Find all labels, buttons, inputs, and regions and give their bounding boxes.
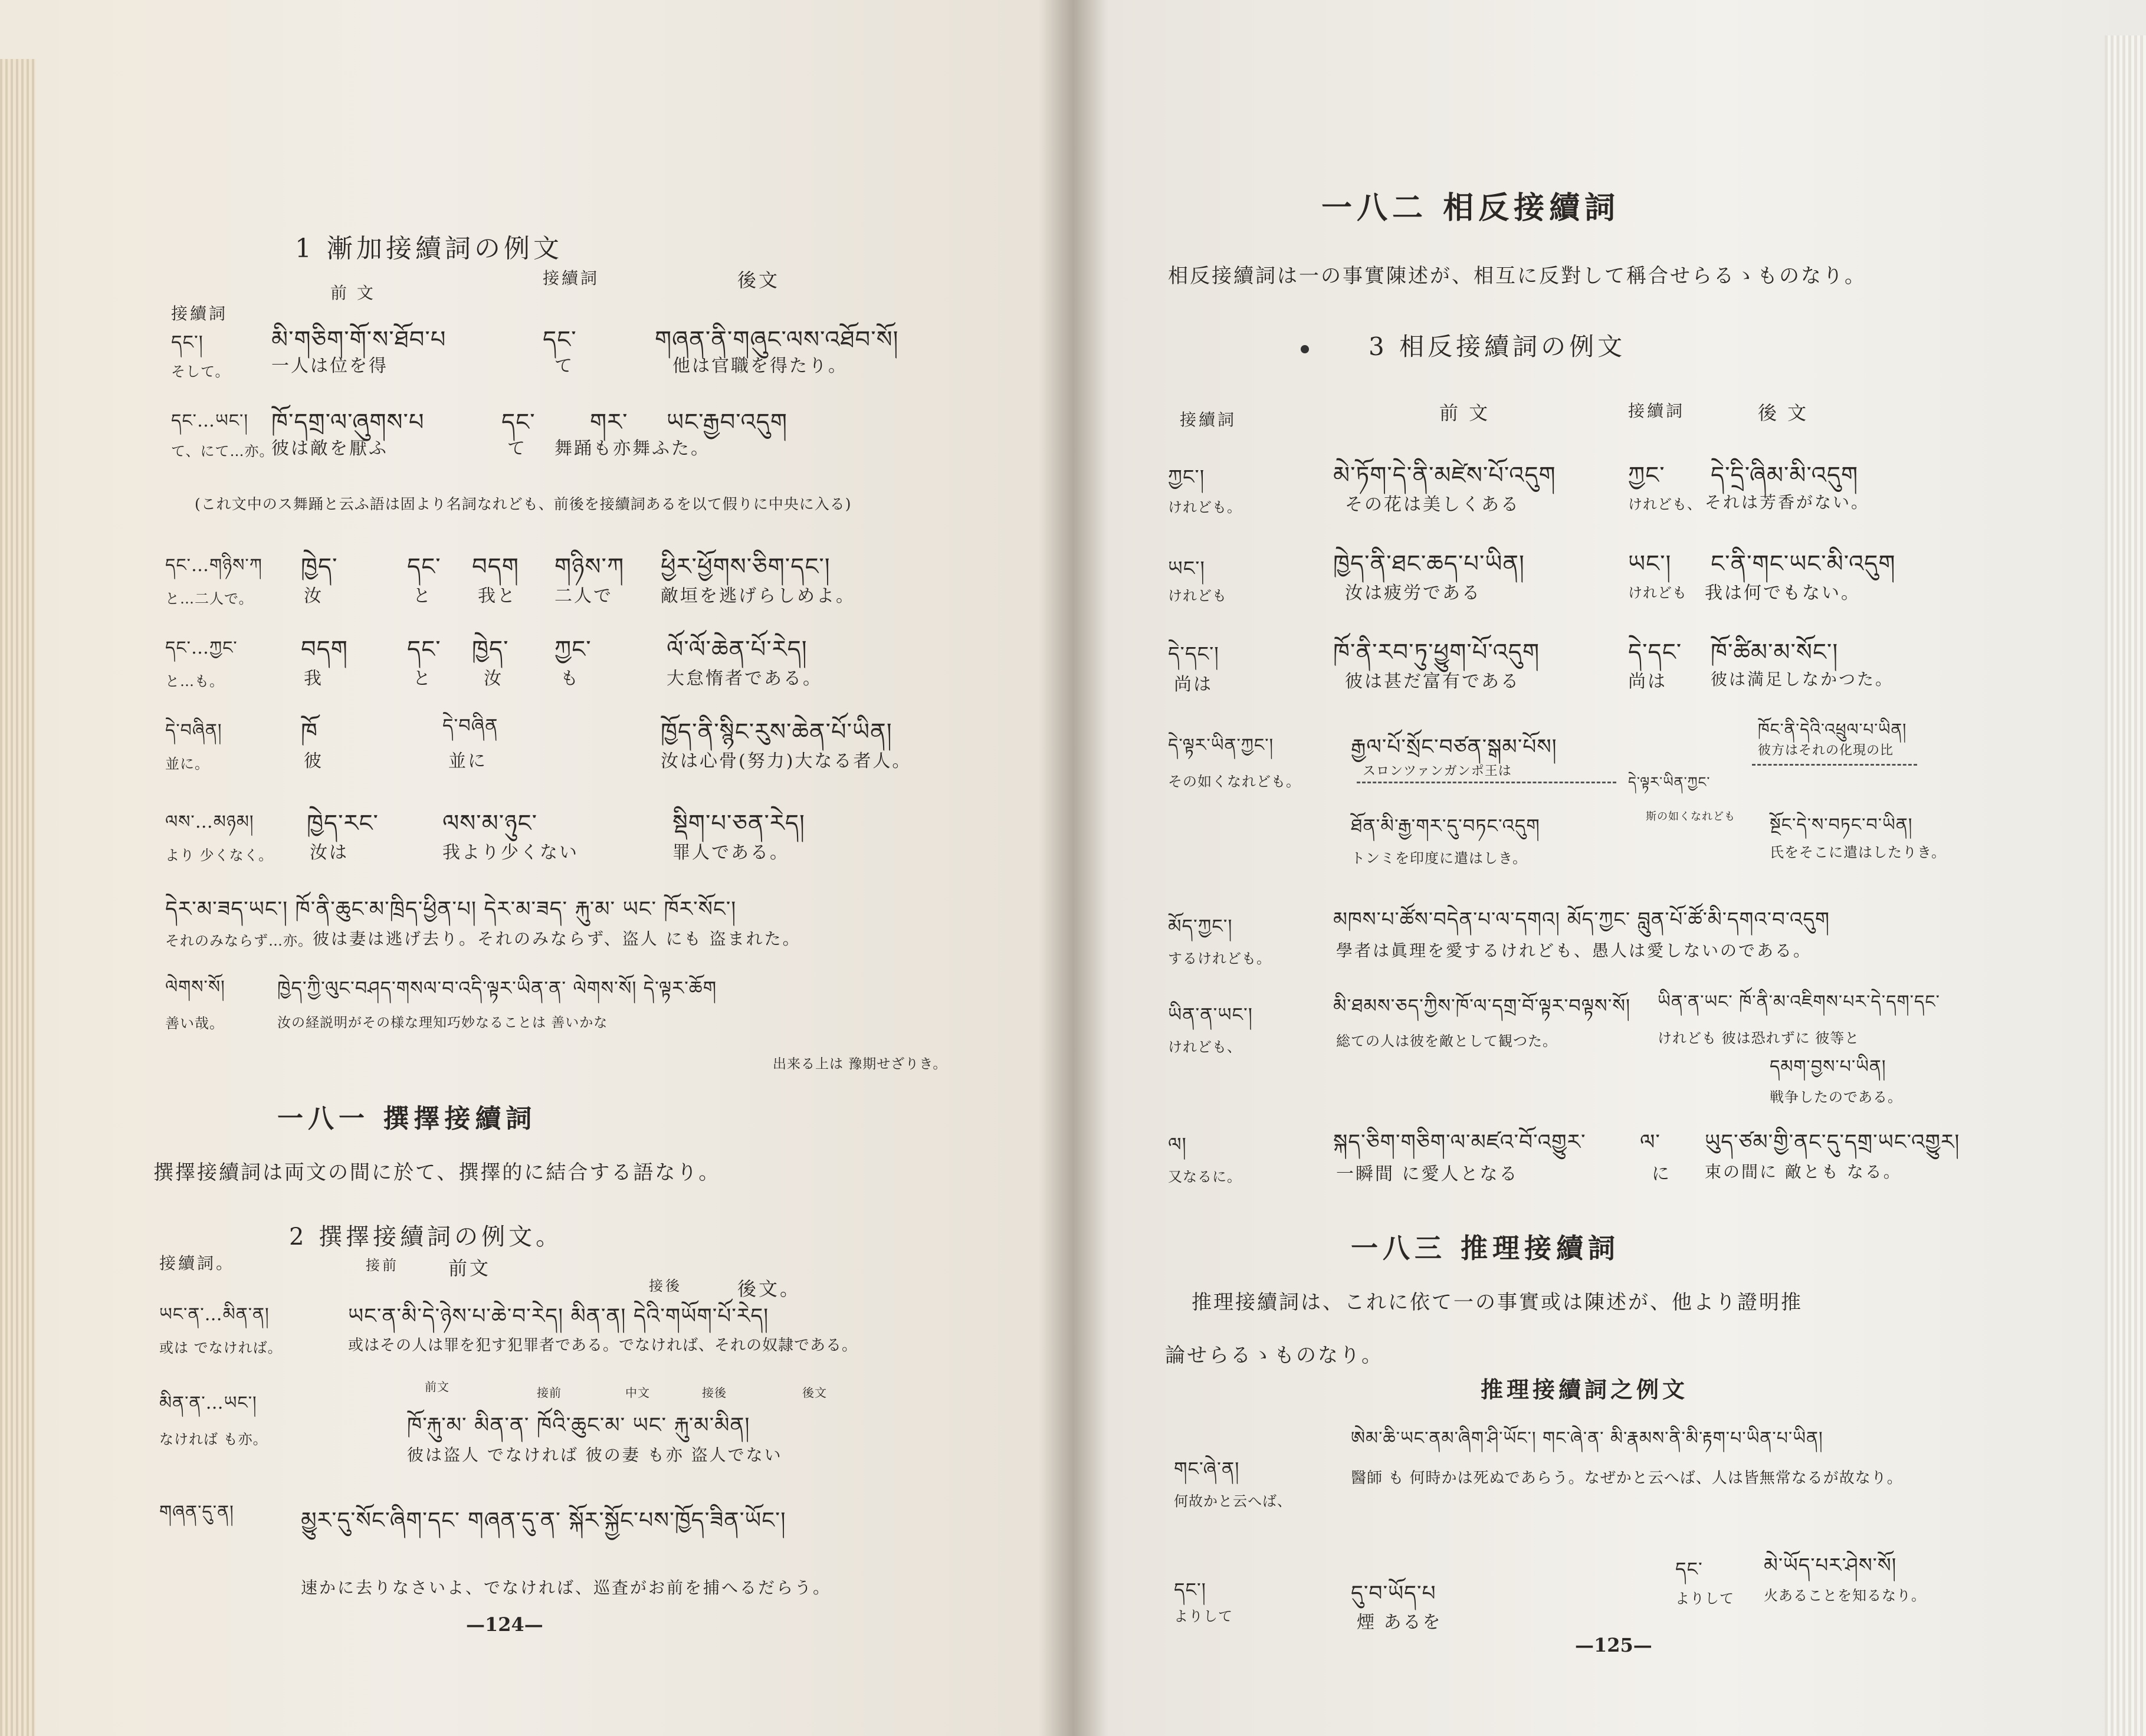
row3-jp-conj: と…二人で。 — [165, 590, 254, 607]
dashed-guide-left — [1357, 782, 1616, 783]
ex2-row2-s4: 接後 — [702, 1386, 727, 1400]
ex3-row7-jp-conj: 又なるに。 — [1168, 1169, 1242, 1185]
ex3-row2-jp-mid: けれども — [1628, 585, 1687, 601]
ex3-row4-tib-c: དེ་ལྟར་ཡིན་ཀྱང་ — [1628, 774, 1711, 790]
ex3-row7-jp: 一瞬間 に愛人となる — [1336, 1164, 1519, 1184]
row7-jp-conj: それのみならず…亦。 — [165, 933, 313, 949]
dashed-guide-right — [1752, 764, 1917, 766]
row4-t4: ཀྱང་ — [554, 636, 592, 663]
ex4-row1-jp: 醫師 も 何時かは死ぬであらう。なぜかと云へば、人は皆無常なるが故なり。 — [1351, 1469, 1903, 1487]
ex3-header-conj: 接續詞 — [1180, 410, 1237, 429]
ex3-row2-jp-pre: 汝は疲労である — [1345, 583, 1481, 603]
ex3-row3-jp-mid: 尚は — [1628, 671, 1667, 692]
row6-tib-post: སྡིག་པ་ཅན་རེད། — [672, 810, 805, 837]
ex2-row1-tib-conj: ཡང་ན་…མིན་ན། — [159, 1304, 270, 1325]
right-page-125 — [1109, 0, 2105, 1736]
row4-j4: も — [560, 668, 580, 689]
example-1-title: 1 漸加接續詞の例文 — [295, 234, 563, 264]
right-page-edges — [2105, 35, 2146, 1736]
ex3-row7-tib-conj: ལ། — [1168, 1133, 1187, 1156]
row1-jp-post: 他は官職を得たり。 — [672, 356, 848, 376]
ex3-row1-jp-post: それは芳香がない。 — [1705, 493, 1870, 512]
col-header-post: 後文 — [737, 269, 780, 291]
row5-jp-conj: 並に。 — [165, 756, 209, 772]
row2-jp-post: 舞踊も亦舞ふた。 — [554, 438, 710, 459]
row6-j3: 我より少くない — [442, 842, 579, 863]
ex3-row6-jp2: けれども 彼は恐れずに 彼等と — [1658, 1030, 1860, 1046]
row4-t1: བདག — [301, 636, 348, 663]
ex3-row7-jp-post: 束の間に 敵とも なる。 — [1705, 1162, 1902, 1182]
row7-tib: དེར་མ་ཟད་ཡང་། ཁོ་ནི་ཆུང་མ་ཁྲིད་ཕྱིན་པ། དེར་མ་ཟད་ རྐུ་མ་ ཡང་ ཁོར་སོང་། — [165, 897, 737, 921]
row8-tib-conj: ལེགས་སོ། — [165, 977, 225, 997]
row5-j1: 彼 — [304, 751, 323, 772]
row3-t3: བདག — [472, 553, 519, 580]
row3-j4: 二人で — [554, 586, 613, 606]
ex3-row2-tib-mid: ཡང་། — [1628, 550, 1672, 577]
ex4-row2-jp-mid: よりして — [1675, 1590, 1734, 1607]
row8-jp2: 出来る上は 豫期せざりき。 — [773, 1056, 947, 1072]
ex3-row4-jp-d: トンミを印度に遣はしき。 — [1351, 850, 1528, 867]
section-183-desc-1: 推理接續詞は、これに依て一の事實或は陳述が、他より證明推 — [1192, 1291, 1803, 1314]
ex3-row6-tib-conj: ཡིན་ན་ཡང་། — [1168, 1003, 1253, 1026]
ex3-row4-jp-conj: その如くなれども。 — [1168, 773, 1301, 790]
ex2-row2-s5: 後文 — [802, 1386, 827, 1400]
row4-tib-post: ལོ་ལོ་ཆེན་པོ་རེད། — [667, 636, 808, 663]
ex2-row3-jp: 速かに去りなさいよ、でなければ、巡査がお前を捕へるだらう。 — [301, 1578, 832, 1597]
row1-tib-mid: དང་ — [543, 326, 577, 353]
row4-j3: 汝 — [484, 668, 503, 689]
row3-j2: と — [413, 586, 432, 606]
ex3-row4-tib-a: རྒྱལ་པོ་སྲོང་བཙན་སྒམ་པོས། — [1351, 735, 1557, 759]
ex2-row1-jp: 或はその人は罪を犯す犯罪者である。でなければ、それの奴隷である。 — [348, 1337, 858, 1354]
row8-jp-conj: 善い哉。 — [165, 1015, 224, 1032]
row1-jp-mid: て — [554, 356, 574, 376]
ex3-row6-tib2: ཡིན་ན་ཡང་ ཁོ་ནི་མ་འཇིགས་པར་དེ་དག་དང་ — [1658, 992, 1940, 1012]
row2-tib-conj: དང་…ཡང་། — [171, 411, 248, 431]
row8-jp: 汝の経説明がその様な理知巧妙なることは 善いかな — [277, 1015, 608, 1031]
row6-t1: ཁྱེད་རང་ — [307, 810, 379, 837]
ex3-row3-tib-pre: ཁོ་ནི་རབ་ཏུ་ཕྱུག་པོ་འདུག — [1333, 639, 1540, 666]
ex3-row1-tib-post: དེ་དྲི་ཞིམ་མི་འདུག — [1711, 462, 1859, 489]
ex3-row2-tib-pre: ཁྱེད་ནི་ཐང་ཆད་པ་ཡིན། — [1333, 550, 1525, 577]
row3-t4: གཉིས་ཀ — [554, 553, 625, 580]
section-181-heading: 一八一 撰擇接續詞 — [277, 1104, 537, 1134]
ex3-header-pre: 前 文 — [1439, 402, 1491, 424]
ex3-row2-jp-conj: けれども — [1168, 588, 1227, 604]
ex3-row1-jp-conj: けれども。 — [1168, 499, 1242, 516]
row3-j3: 我と — [478, 586, 517, 606]
left-page-124 — [35, 0, 1038, 1736]
ex3-row3-jp-conj: 尚は — [1174, 674, 1213, 695]
section-183-heading: 一八三 推理接續詞 — [1351, 1232, 1620, 1264]
section-183-desc-2: 論せらるゝものなり。 — [1165, 1344, 1383, 1367]
row6-jp-conj: より 少くなく。 — [165, 847, 274, 864]
ex2-row1-jp-conj: 或は でなければ。 — [159, 1340, 283, 1356]
ex3-row1-jp-mid: けれども、 — [1628, 496, 1702, 513]
page-number-125: —125— — [1575, 1634, 1652, 1656]
ex3-row3-tib-conj: དེ་དང་། — [1168, 642, 1219, 666]
ex3-row3-jp-post: 彼は満足しなかつた。 — [1711, 670, 1894, 689]
ex4-row1-tib: ཨེམ་ཆི་ཡང་ནམ་ཞིག་ཤི་ཡོང་། གང་ཞེ་ན་ མི་རྣམས་ནི་མི་རྟག་པ་ཡིན་པ་ཡིན། — [1351, 1428, 1823, 1449]
row4-j2: と — [413, 668, 432, 689]
ex2-header-pre-small: 接前 — [366, 1257, 399, 1274]
ex3-row4-jp-b: 彼方はそれの化現の比 — [1758, 743, 1894, 758]
row5-t3: དེ་བཞིན — [442, 714, 498, 737]
ex3-row6-tib3: དམག་བྱས་པ་ཡིན། — [1770, 1056, 1886, 1077]
col-header-pre: 前 文 — [330, 283, 376, 303]
ex4-row1-jp-conj: 何故かと云へば、 — [1174, 1493, 1292, 1509]
ex2-header-pre: 前文 — [448, 1257, 491, 1279]
ex3-row6-jp: 総ての人は彼を敵として観つた。 — [1336, 1033, 1557, 1049]
note-parenthetical: (これ文中のス舞踊と云ふ語は固より名詞なれども、前後を接續詞あるを以て假りに中央に入る) — [195, 495, 852, 513]
ex3-row3-tib-mid: དེ་དང་ — [1628, 639, 1682, 666]
ex3-row4-tib-d: ཐོན་མི་རྒྱ་གར་དུ་བཏང་འདུག — [1351, 815, 1540, 837]
ex3-row5-jp: 學者は眞理を愛するけれども、愚人は愛しないのである。 — [1336, 941, 1812, 960]
ex4-row2-jp: 煙 あるを — [1357, 1612, 1442, 1633]
section-182-heading: 一八二 相反接續詞 — [1321, 190, 1620, 226]
ex4-row1-tib-conj: གང་ཞེ་ན། — [1174, 1458, 1240, 1480]
ex3-row6-jp3: 戦争したのである。 — [1770, 1089, 1902, 1105]
book-gutter — [1038, 0, 1109, 1736]
ex2-row2-tib-conj: མིན་ན་…ཡང་། — [159, 1393, 257, 1413]
ex3-row2-tib-conj: ཡང་། — [1168, 557, 1205, 580]
ex4-row2-tib-post: མེ་ཡོད་པར་ཤེས་སོ། — [1764, 1554, 1897, 1577]
row2-tib-pre: ཁོ་དགྲ་ལ་ཞུགས་པ — [271, 409, 425, 436]
row8-tib: ཁྱེད་ཀྱི་ལུང་བཤད་གསལ་བ་འདི་ལྟར་ཡིན་ན་ ལེགས་སོ། དེ་ལྟར་ཆོག — [277, 977, 717, 999]
row2-jp-conj: て、にて…亦。 — [171, 443, 274, 460]
row6-j1: 汝は — [310, 842, 349, 863]
row4-t2: དང་ — [407, 636, 441, 663]
section-181-desc: 撰擇接續詞は両文の間に於て、撰擇的に結合する語なり。 — [153, 1161, 721, 1184]
ex2-header-conj: 接續詞。 — [159, 1253, 235, 1273]
ex2-row3-tib-conj: གཞན་དུ་ན། — [159, 1502, 234, 1522]
row1-jp-pre: 一人は位を得 — [271, 356, 388, 376]
ex3-row7-tib-mid: ལ་ — [1640, 1130, 1661, 1154]
ex3-row6-tib: མི་ཐམས་ཅད་ཀྱིས་ཁོ་ལ་དགྲ་བོ་ལྟར་བལྟས་སོ། — [1333, 995, 1631, 1017]
row3-t1: ཁྱེད་ — [301, 553, 338, 580]
section-182-desc: 相反接續詞は一の事實陳述が、相互に反對して稱合せらるゝものなり。 — [1168, 264, 1866, 288]
row7-jp: 彼は妻は逃げ去り。それのみならず、盗人 にも 盗まれた。 — [313, 929, 801, 949]
ex4-row2-tib-mid: དང་ — [1675, 1558, 1703, 1580]
ex3-row4-jp-c: 斯の如くなれども — [1646, 810, 1735, 823]
ex3-row7-jp-mid: に — [1652, 1164, 1671, 1184]
ex2-row3-tib: མྱུར་དུ་སོང་ཞིག་དང་ གཞན་དུ་ན་ སྐོར་སྐྱོང་པས་ཁྱོད་ཟིན་ཡོང་། — [301, 1507, 786, 1533]
ex3-row7-tib: སྐད་ཅིག་གཅིག་ལ་མཛའ་བོ་འགྱུར་ — [1333, 1130, 1586, 1154]
ex4-row2-tib: དུ་བ་ཡོད་པ — [1351, 1581, 1436, 1606]
row5-tib-conj: དེ་བཞིན། — [165, 720, 222, 741]
ex2-row2-s3: 中文 — [625, 1386, 650, 1400]
ex3-header-conj2: 接續詞 — [1628, 401, 1685, 421]
row2-tib-mid: དང་ — [501, 409, 536, 436]
row5-t1: ཁོ — [301, 718, 318, 746]
row1-tib-conj: དང་། — [171, 331, 204, 353]
ex3-row5-tib-conj: མོད་ཀྱང་། — [1168, 915, 1233, 937]
row4-tib-conj: དང་…ཀྱང་ — [165, 638, 238, 658]
ex3-row1-tib-pre: མེ་ཏོག་དེ་ནི་མཛེས་པོ་འདུག — [1333, 462, 1556, 489]
ex2-row2-jp-conj: なければ も亦。 — [159, 1431, 268, 1448]
left-page-edges — [0, 59, 35, 1736]
page-number-124: —124— — [466, 1613, 543, 1636]
ex3-row4-tib-b: ཁོང་ནི་དེའི་འཕྲུལ་པ་ཡིན། — [1758, 720, 1907, 739]
row4-jp-conj: と…も。 — [165, 673, 224, 690]
ex3-row4-jp-e: 氏をそこに遣はしたりき。 — [1770, 844, 1947, 861]
ex3-row1-tib-conj: ཀྱང་། — [1168, 465, 1205, 489]
row3-j1: 汝 — [304, 586, 323, 606]
row2-tib-mid2: གར་ — [590, 409, 628, 436]
row1-tib-post: གཞན་ནི་གཞུང་ལས་འཐོབ་སོ། — [655, 326, 899, 353]
ex3-row2-tib-post: ང་ནི་གང་ཡང་མི་འདུག — [1711, 550, 1896, 577]
row2-jp-mid: て — [507, 438, 527, 459]
example-2-title: 2 撰擇接續詞の例文。 — [289, 1223, 563, 1251]
ex3-row3-jp-pre: 彼は甚だ富有である — [1345, 671, 1520, 692]
row6-tib-conj: ལས་…མཉམ། — [165, 812, 254, 832]
ex2-row2-s1: 前文 — [425, 1380, 449, 1394]
row5-j3: 並に — [448, 751, 487, 772]
row6-jp-post: 罪人である。 — [672, 842, 789, 863]
ex4-row2-jp-conj: よりして — [1174, 1608, 1233, 1625]
ex3-row1-tib-mid: ཀྱང་ — [1628, 462, 1665, 489]
row3-tib-post: ཕྱིར་ཕྱོགས་ཅིག་དང་། — [661, 553, 831, 580]
col-header-conj: 接續詞 — [171, 304, 228, 323]
row4-j1: 我 — [304, 668, 323, 689]
ex3-row4-tib-e: སྔོང་དེ་ས་བཏང་བ་ཡིན། — [1770, 815, 1913, 835]
ex2-row1-tib: ཡང་ན་མི་དེ་ཉེས་པ་ཆེ་བ་རེད། མིན་ན། དེའི་གཡོག་པོ་རེད། — [348, 1304, 769, 1328]
ex3-row6-jp-conj: けれども、 — [1168, 1039, 1242, 1055]
ex4-row2-jp-post: 火あることを知るなり。 — [1764, 1587, 1926, 1604]
ex3-row4-tib-conj: དེ་ལྟར་ཡིན་ཀྱང་། — [1168, 735, 1274, 756]
section-183-example-title: 推理接續詞之例文 — [1481, 1376, 1689, 1403]
row4-jp-post: 大怠惰者である。 — [667, 668, 822, 689]
row3-t2: དང་ — [407, 553, 441, 580]
ex2-row2-jp: 彼は盗人 でなければ 彼の妻 も亦 盗人でない — [407, 1445, 783, 1465]
ex3-row5-jp-conj: するけれども。 — [1168, 950, 1271, 967]
row5-tib-post: ཁྱོད་ནི་སྙིང་རུས་ཆེན་པོ་ཡིན། — [661, 718, 892, 746]
ex3-header-post: 後 文 — [1758, 402, 1809, 424]
ex3-row1-jp-pre: その花は美しくある — [1345, 494, 1520, 515]
row1-jp-conj: そして。 — [171, 363, 230, 380]
ex4-row2-tib-conj: དང་། — [1174, 1579, 1206, 1601]
ex2-header-post-small: 接後 — [649, 1278, 682, 1294]
ex3-row7-tib-post: ཡུད་ཙམ་གྱི་ནང་དུ་དགྲ་ཡང་འགྱུར། — [1705, 1130, 1960, 1154]
row2-jp-pre: 彼は敵を厭ふ — [271, 438, 388, 459]
ex3-row4-jp-a: スロンツァンガンポ王は — [1363, 764, 1512, 779]
col-header-conj2: 接續詞 — [543, 268, 600, 288]
row4-t3: ཁྱེད་ — [472, 636, 509, 663]
ex2-header-post: 後文。 — [737, 1278, 802, 1300]
row3-jp-post: 敵垣を逃げらしめよ。 — [661, 586, 855, 606]
row3-tib-conj: དང་…གཉིས་ཀ — [165, 555, 262, 576]
row6-t3: ལས་མ་ཉུང་ — [442, 810, 537, 837]
row5-jp-post: 汝は心骨(努力)大なる者人。 — [661, 751, 912, 772]
ex3-row5-tib: མཁས་པ་ཚོས་བདེན་པ་ལ་དགའ། མོད་ཀྱང་ བླུན་པོ་ཚོ་མི་དགའ་བ་འདུག — [1333, 908, 1830, 931]
ex3-row2-jp-post: 我は何でもない。 — [1705, 583, 1860, 603]
ex3-row3-tib-post: ཁོ་ཚིམ་མ་སོང་། — [1711, 639, 1839, 666]
row1-tib-pre: མི་གཅིག་གོ་ས་ཐོབ་པ — [271, 326, 447, 353]
ink-dot — [1301, 345, 1309, 353]
ex2-row2-tib: ཁོ་རྐུ་མ་ མིན་ན་ ཁོའི་ཆུང་མ་ ཡང་ རྐུ་མ་མིན། — [407, 1413, 750, 1438]
row2-tib-post: ཡང་རྒྱབ་འདུག — [667, 409, 787, 436]
example-3-title: 3 相反接續詞の例文 — [1369, 332, 1626, 361]
ex2-row2-s2: 接前 — [537, 1386, 562, 1400]
